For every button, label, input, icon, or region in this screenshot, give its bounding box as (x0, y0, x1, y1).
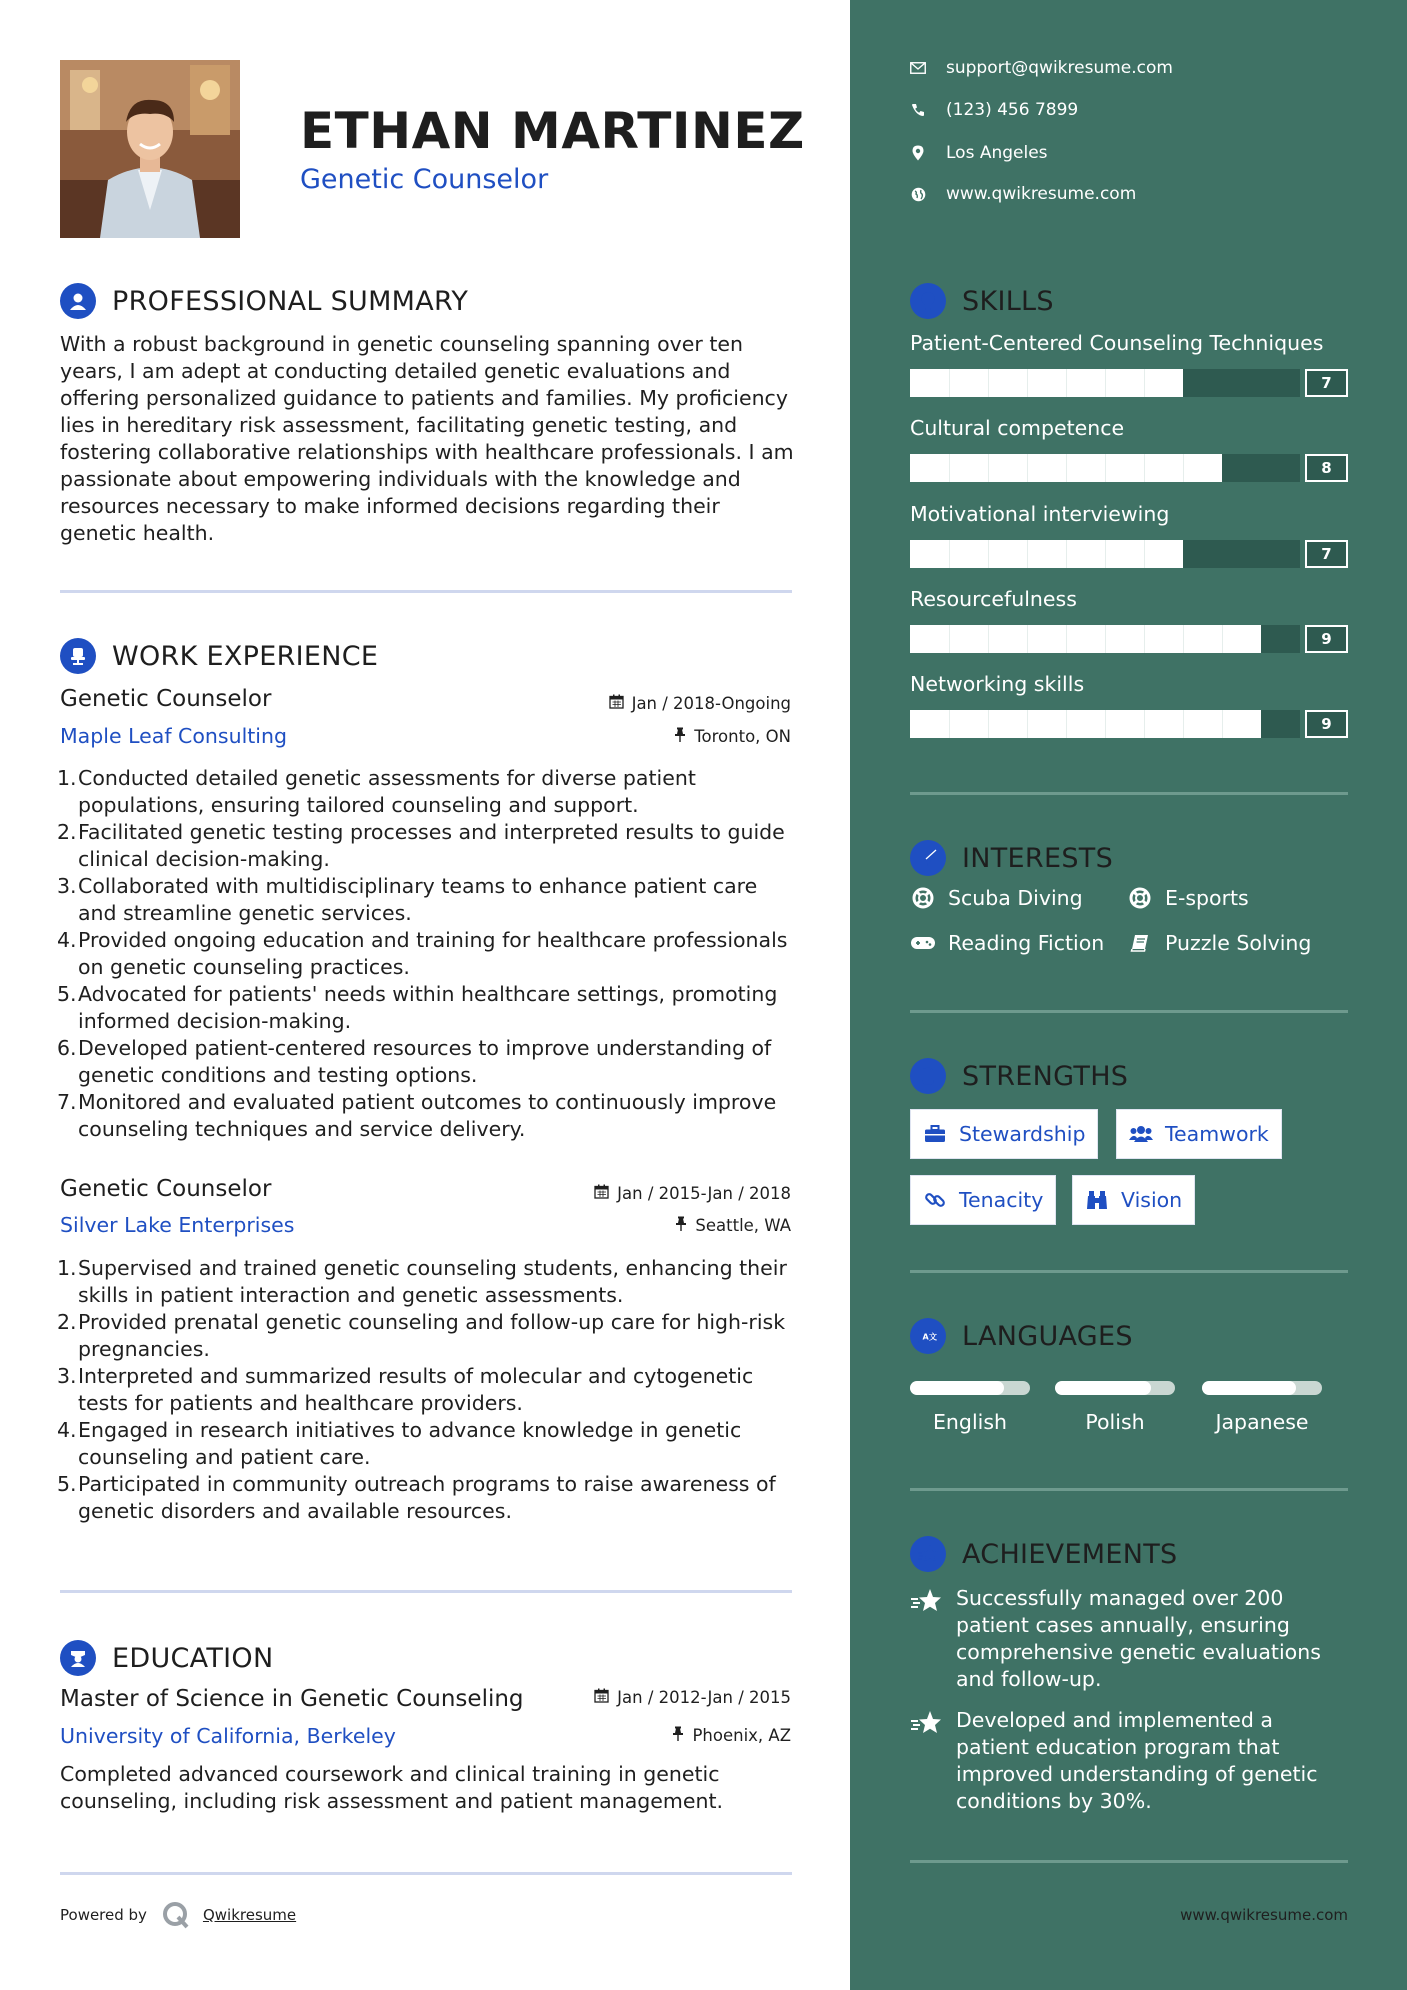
skill-bar-segment (1144, 710, 1145, 738)
skill-bar (910, 710, 1300, 738)
skill-score: 8 (1305, 454, 1348, 482)
job-location: Seattle, WA (491, 1216, 791, 1235)
job-duties-list (60, 1255, 800, 1525)
experience-heading: WORK EXPERIENCE (112, 640, 379, 672)
achievement-item: Successfully managed over 200 patient cases annually, ensuring comprehensive genetic evaluations and follow-up. (910, 1585, 1348, 1693)
divider (60, 590, 792, 593)
users-icon (1129, 1123, 1153, 1145)
list-item: Supervised and trained genetic counseling students, enhancing their skills in patient interaction and genetic assessments. (78, 1256, 787, 1307)
life-ring-icon (1127, 887, 1153, 909)
sidebar-divider (910, 1010, 1348, 1013)
skill-bar-fill (910, 369, 1183, 397)
skill-bar-segment (1183, 710, 1184, 738)
book-icon (1127, 932, 1153, 954)
skill-bar-segment (949, 710, 950, 738)
life-ring-icon (910, 887, 936, 909)
svg-text:文: 文 (929, 1332, 937, 1342)
strengths-section-header (910, 1058, 1128, 1094)
language-level-fill (910, 1381, 1004, 1395)
calendar-icon (609, 694, 624, 713)
sidebar-divider (910, 792, 1348, 795)
skill-bar-segment (1027, 369, 1028, 397)
skill-bar-segment (1105, 454, 1106, 482)
hand-icon (910, 1058, 946, 1094)
paper-plane-icon (910, 840, 946, 876)
job-title: Genetic Counselor (60, 686, 272, 712)
language-name: English (932, 1410, 1008, 1434)
skill-bar (910, 454, 1300, 482)
star-icon (910, 1536, 946, 1572)
list-item: Provided ongoing education and training for healthcare professionals on genetic counseling practices. (78, 928, 788, 979)
user-icon (60, 283, 96, 319)
skill-bar-segment (1144, 540, 1145, 568)
shooting-star-icon (910, 1709, 942, 1737)
pin-icon (672, 1726, 684, 1745)
skill-bar-segment (1105, 625, 1106, 653)
list-item: Facilitated genetic testing processes and interpreted results to guide clinical decision-making. (78, 820, 785, 871)
skill-name: Cultural competence (910, 416, 1125, 440)
language-level-bar (1202, 1381, 1322, 1395)
list-item: Engaged in research initiatives to advance knowledge in genetic counseling and patient care. (78, 1418, 742, 1469)
summary-text: With a robust background in genetic counseling spanning over ten years, I am adept at conducting detailed genetic evaluations and offering personalized guidance to patients and families. My proficiency lies in hereditary risk assessment, facilitating genetic testing, and fostering collaborative relationships with healthcare professionals. I am passionate about empowering individuals with the knowledge and resources necessary to make informed decisions regarding their genetic health. (60, 332, 794, 545)
education-section-header (60, 1640, 273, 1676)
skill-bar-segment (988, 454, 989, 482)
strength-badge: Teamwork (1116, 1109, 1282, 1159)
skill-bar-segment (1066, 540, 1067, 568)
divider (60, 1872, 792, 1875)
skill-bar-segment (1222, 710, 1223, 738)
footer-website[interactable]: www.qwikresume.com (1180, 1906, 1348, 1924)
skill-bar-segment (1105, 369, 1106, 397)
achievements-section-header (910, 1536, 1178, 1572)
skill-bar-segment (1144, 369, 1145, 397)
map-pin-icon (910, 145, 926, 161)
language-level-fill (1055, 1381, 1151, 1395)
sidebar-divider (910, 1860, 1348, 1863)
skill-bar-segment (949, 369, 950, 397)
job-dates: Jan / 2018-Ongoing (491, 694, 791, 713)
languages-heading: LANGUAGES (962, 1320, 1133, 1352)
education-heading: EDUCATION (112, 1642, 274, 1674)
achievements-heading: ACHIEVEMENTS (962, 1538, 1178, 1570)
skill-bar-fill (910, 710, 1261, 738)
education-dates: Jan / 2012-Jan / 2015 (491, 1688, 791, 1707)
list-item: Developed patient-centered resources to improve understanding of genetic conditions and testing options. (78, 1036, 772, 1087)
job-company: Silver Lake Enterprises (60, 1213, 295, 1237)
calendar-icon (594, 1688, 609, 1707)
job-title: Genetic Counselor (60, 1176, 272, 1202)
globe-icon (910, 186, 926, 202)
candidate-title: Genetic Counselor (300, 164, 549, 195)
calendar-icon (594, 1184, 609, 1203)
skill-bar (910, 625, 1300, 653)
interest-item: E-sports (1127, 886, 1249, 910)
skill-bar-segment (1144, 625, 1145, 653)
skill-bar-segment (1027, 625, 1028, 653)
list-item: Provided prenatal genetic counseling and follow-up care for high-risk pregnancies. (78, 1310, 786, 1361)
interests-heading: INTERESTS (962, 842, 1114, 874)
skill-bar-segment (949, 454, 950, 482)
skill-score: 9 (1305, 625, 1348, 653)
languages-section-header (910, 1318, 1133, 1354)
divider (60, 1590, 792, 1593)
skill-bar-segment (1144, 454, 1145, 482)
skill-bar-segment (1105, 540, 1106, 568)
link-icon (923, 1189, 947, 1211)
skill-bar-segment (949, 540, 950, 568)
skill-bar-segment (949, 625, 950, 653)
summary-section-header (60, 283, 468, 319)
contact-website[interactable]: www.qwikresume.com (910, 184, 1136, 204)
list-item: Advocated for patients' needs within healthcare settings, promoting informed decision-making. (78, 982, 778, 1033)
skill-bar-segment (1105, 710, 1106, 738)
language-level-bar (1055, 1381, 1175, 1395)
skill-bar-segment (988, 710, 989, 738)
interest-item: Puzzle Solving (1127, 931, 1311, 955)
skill-bar-segment (1066, 454, 1067, 482)
list-item: Interpreted and summarized results of molecular and cytogenetic tests for patients and healthcare providers. (78, 1364, 754, 1415)
interest-item: Scuba Diving (910, 886, 1083, 910)
candidate-name: ETHAN MARTINEZ (300, 102, 805, 160)
skill-bar-fill (910, 540, 1183, 568)
skill-bar-segment (1222, 625, 1223, 653)
skill-score: 9 (1305, 710, 1348, 738)
job-company: Maple Leaf Consulting (60, 724, 288, 748)
skill-bar (910, 369, 1300, 397)
education-location: Phoenix, AZ (491, 1726, 791, 1745)
footer-powered-by: Powered by Qwikresume (60, 1900, 296, 1930)
skill-name: Patient-Centered Counseling Techniques (910, 331, 1324, 355)
phone-icon (910, 102, 926, 118)
skill-bar-segment (988, 369, 989, 397)
summary-heading: PROFESSIONAL SUMMARY (112, 285, 469, 317)
svg-text:A: A (922, 1332, 929, 1342)
strength-badge: Stewardship (910, 1109, 1098, 1159)
skill-bar-segment (1027, 454, 1028, 482)
language-level-bar (910, 1381, 1030, 1395)
contact-email[interactable]: support@qwikresume.com (910, 58, 1173, 78)
briefcase-chair-icon (60, 638, 96, 674)
skill-bar-segment (988, 625, 989, 653)
skill-bar-segment (1183, 454, 1184, 482)
interest-item: Reading Fiction (910, 931, 1104, 955)
skill-bar-segment (1027, 540, 1028, 568)
language-name: Polish (1085, 1410, 1145, 1434)
skill-name: Motivational interviewing (910, 502, 1170, 526)
pin-icon (674, 727, 686, 746)
skill-bar-segment (1183, 625, 1184, 653)
skill-bar (910, 540, 1300, 568)
contact-phone[interactable]: (123) 456 7899 (910, 100, 1078, 120)
translate-icon (910, 1318, 946, 1354)
qwikresume-link[interactable]: Qwikresume (202, 1906, 297, 1924)
briefcase-icon (923, 1123, 947, 1145)
language-level-fill (1202, 1381, 1296, 1395)
strength-badge: Vision (1072, 1175, 1195, 1225)
skills-section-header (910, 283, 1054, 319)
pin-icon (675, 1216, 687, 1235)
envelope-icon (910, 60, 926, 76)
job-duties-list (60, 765, 800, 1143)
qwikresume-logo-icon (161, 1900, 191, 1930)
lightbulb-icon (910, 283, 946, 319)
graduate-icon (60, 1640, 96, 1676)
skill-bar-segment (1066, 625, 1067, 653)
job-dates: Jan / 2015-Jan / 2018 (491, 1184, 791, 1203)
skill-bar-segment (1066, 369, 1067, 397)
language-name: Japanese (1215, 1410, 1309, 1434)
strength-badge: Tenacity (910, 1175, 1056, 1225)
skills-heading: SKILLS (962, 285, 1054, 317)
sidebar-divider (910, 1488, 1348, 1491)
skill-score: 7 (1305, 369, 1348, 397)
binoculars-icon (1085, 1189, 1109, 1211)
interests-section-header (910, 840, 1113, 876)
achievement-item: Developed and implemented a patient education program that improved understanding of genetic conditions by 30%. (910, 1707, 1348, 1815)
education-text: Completed advanced coursework and clinical training in genetic counseling, including risk assessment and patient management. (60, 1762, 724, 1813)
job-location: Toronto, ON (491, 727, 791, 746)
shooting-star-icon (910, 1587, 942, 1615)
school-name: University of California, Berkeley (60, 1724, 396, 1748)
gamepad-icon (910, 932, 936, 954)
skill-bar-fill (910, 625, 1261, 653)
contact-location: Los Angeles (910, 143, 1048, 163)
skill-score: 7 (1305, 540, 1348, 568)
skill-name: Networking skills (910, 672, 1085, 696)
skill-bar-segment (1027, 710, 1028, 738)
strengths-heading: STRENGTHS (962, 1060, 1129, 1092)
list-item: Conducted detailed genetic assessments for diverse patient populations, ensuring tailored counseling and support. (78, 766, 696, 817)
profile-photo (60, 60, 240, 238)
sidebar-divider (910, 1270, 1348, 1273)
list-item: Monitored and evaluated patient outcomes to continuously improve counseling techniques and service delivery. (78, 1090, 777, 1141)
degree-title: Master of Science in Genetic Counseling (60, 1686, 524, 1712)
list-item: Collaborated with multidisciplinary teams to enhance patient care and streamline genetic services. (78, 874, 758, 925)
experience-section-header (60, 638, 378, 674)
list-item: Participated in community outreach programs to raise awareness of genetic disorders and available resources. (78, 1472, 776, 1523)
skill-name: Resourcefulness (910, 587, 1077, 611)
skill-bar-segment (1066, 710, 1067, 738)
skill-bar-segment (988, 540, 989, 568)
